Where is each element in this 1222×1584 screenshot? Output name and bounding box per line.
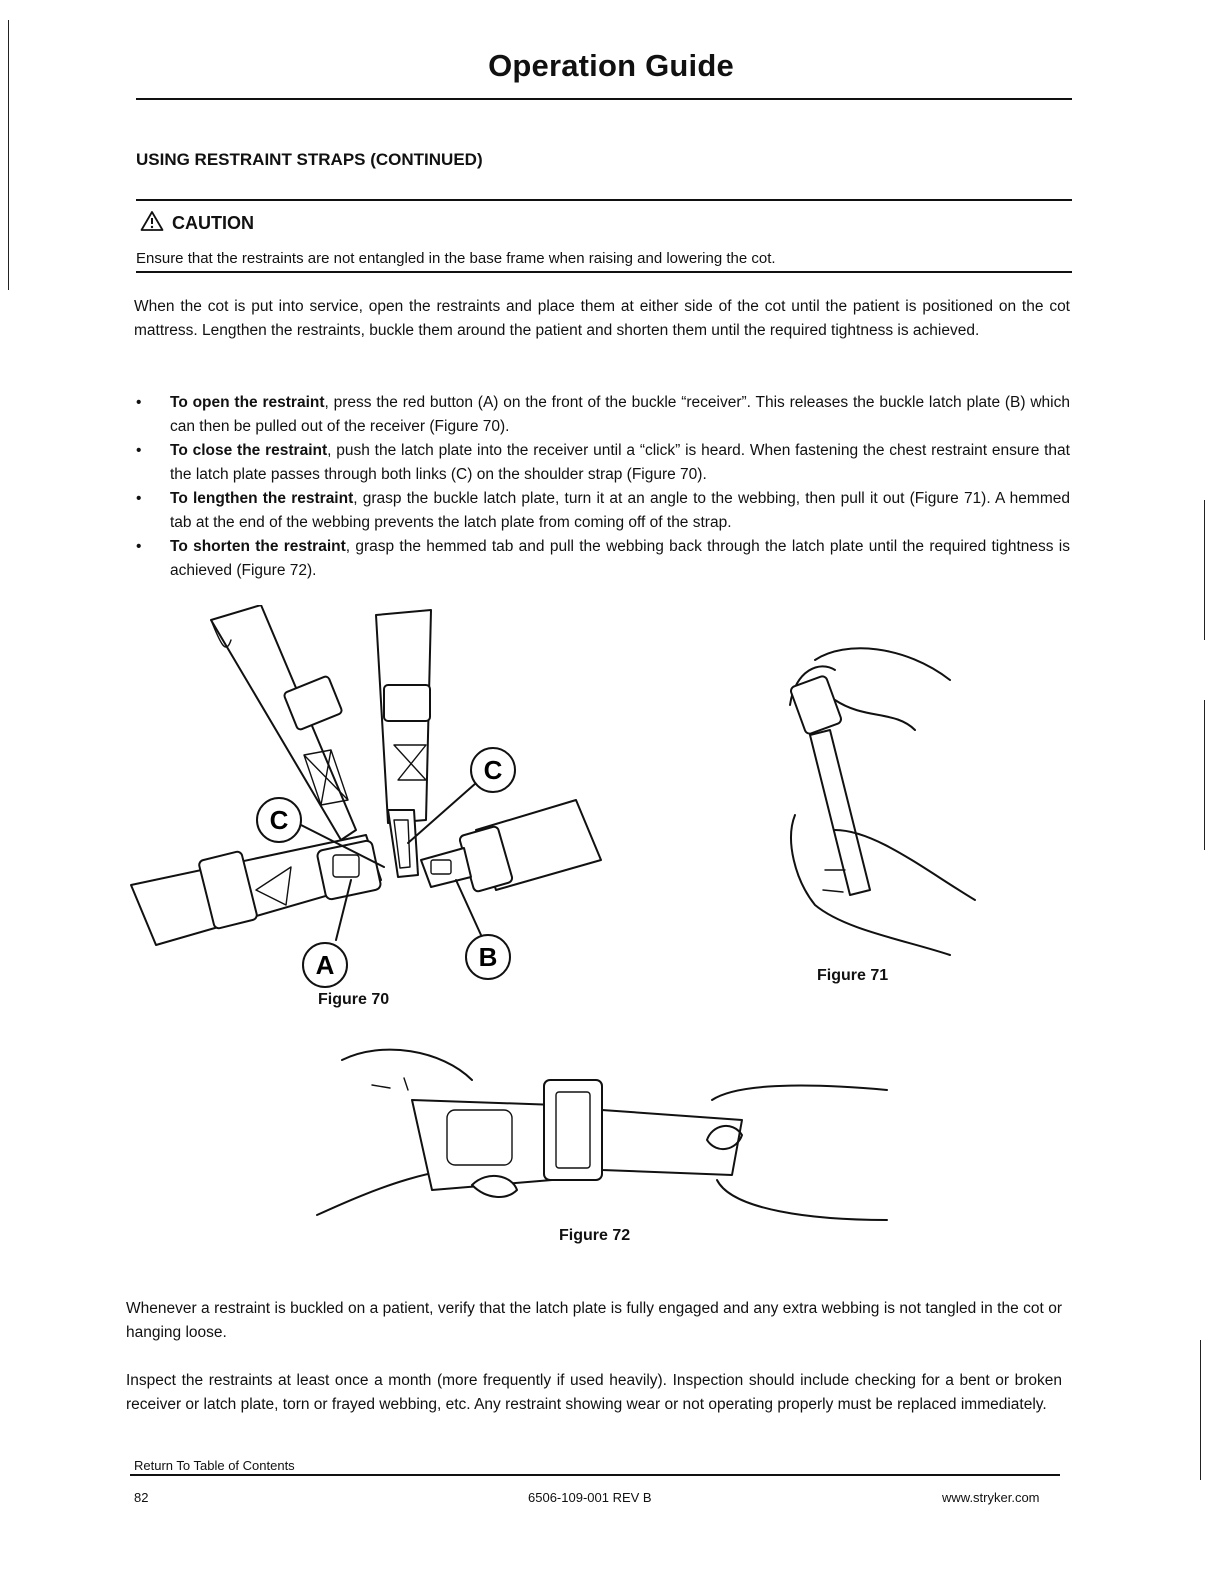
header-rule [136,98,1072,100]
bullet-dot: • [136,442,142,459]
list-item-lead: To close the restraint [170,442,328,459]
document-number: 6506-109-001 REV B [528,1490,652,1505]
closing-paragraph-1: Whenever a restraint is buckled on a patient, verify that the latch plate is fully engaged and any extra webbing is not tangled in the cot or hanging loose. [126,1300,1062,1341]
page-number: 82 [134,1490,149,1505]
instruction-list [134,391,1070,583]
list-item-lead: To open the restraint [170,394,325,411]
callout-c-right: C [483,755,503,785]
figure-71-caption: Figure 71 [817,967,889,984]
caution-header [140,210,254,237]
bullet-dot: • [136,394,142,411]
list-item-lead: To shorten the restraint [170,538,346,555]
intro-paragraph: When the cot is put into service, open the restraints and place them at either side of the cot until the patient is positioned on the cot mattress. Lengthen the restraints, buckle them around the patient and shorten them until the required tightness is achieved. [134,298,1070,339]
caution-bottom-rule [136,271,1072,273]
buckle-assembly-illustration [126,605,626,990]
list-item-lead: To lengthen the restraint [170,490,354,507]
return-to-toc-link[interactable]: Return To Table of Contents [134,1458,295,1473]
list-item [134,487,1070,535]
bullet-dot: • [136,490,142,507]
scan-edge-mark-left [8,20,9,290]
closing-paragraph-2: Inspect the restraints at least once a month (more frequently if used heavily). Inspection should include checking for a bent or broken receiver or latch plate, torn or frayed webbing, etc. Any restraint showing wear or not operating properly must be replaced immediately. [126,1372,1062,1413]
list-item [134,535,1070,583]
shorten-strap-illustration [312,1040,897,1225]
lengthen-strap-illustration [775,640,985,960]
website-url: www.stryker.com [942,1490,1040,1505]
figure-70 [126,605,626,990]
section-heading: USING RESTRAINT STRAPS (CONTINUED) [136,150,483,169]
footer-rule [130,1474,1060,1476]
list-item-text: , grasp the buckle latch plate, turn it at an angle to the webbing, then pull it out (Figure 71). A hemmed tab at the end of the webbing prevents the latch plate from coming off of the strap. [170,490,1070,531]
caution-top-rule [136,199,1072,201]
scan-edge-mark-right-3 [1200,1340,1201,1480]
figure-70-caption: Figure 70 [318,991,390,1008]
list-item-text: , grasp the hemmed tab and pull the webbing back through the latch plate until the required tightness is achieved (Figure 72). [170,538,1070,579]
warning-triangle-icon [140,210,164,237]
scan-edge-mark-right-2 [1204,700,1205,850]
caution-text: Ensure that the restraints are not entangled in the base frame when raising and lowering the cot. [136,250,776,267]
figure-72 [312,1040,897,1225]
list-item [134,391,1070,439]
scan-edge-mark-right [1204,500,1205,640]
caution-label: CAUTION [172,213,254,233]
figure-71 [775,640,985,960]
list-item-text: , press the red button (A) on the front of the buckle “receiver”. This releases the buckle latch plate (B) which can then be pulled out of the receiver (Figure 70). [170,394,1070,435]
list-item [134,439,1070,487]
callout-a: A [315,950,335,980]
callout-c-left: C [269,805,289,835]
page-title: Operation Guide [488,48,734,83]
figure-72-caption: Figure 72 [559,1227,631,1244]
bullet-dot: • [136,538,142,555]
list-item-text: , push the latch plate into the receiver until a “click” is heard. When fastening the chest restraint ensure that the latch plate passes through both links (C) on the shoulder strap (Figure 70). [170,442,1070,483]
callout-b: B [478,942,498,972]
